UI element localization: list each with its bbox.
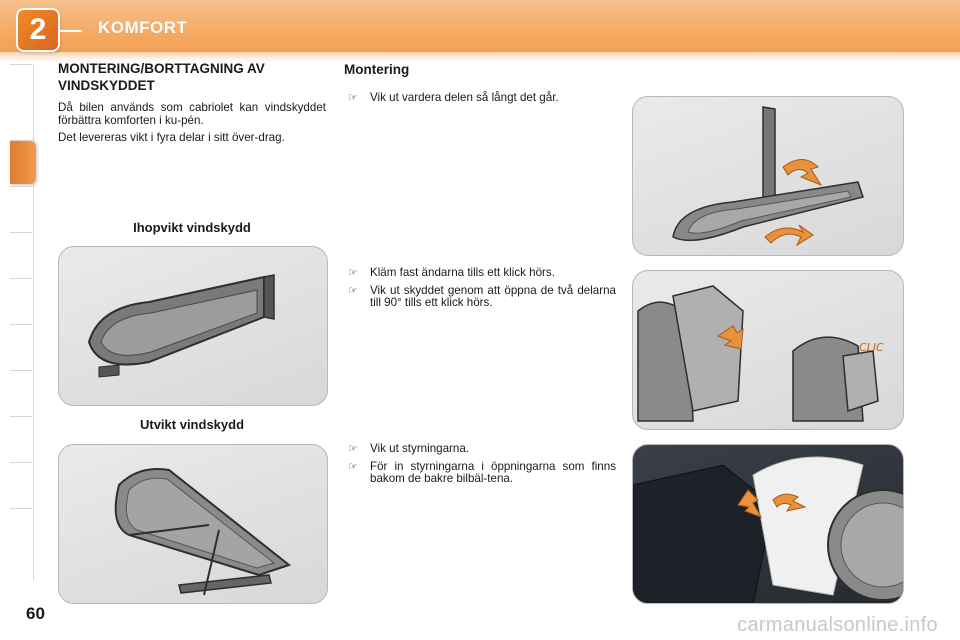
step-group-2 [344, 267, 616, 315]
unfold-parts-illustration [633, 97, 904, 256]
pointing-hand-icon: ☞ [348, 267, 358, 279]
insert-guides-illustration [633, 445, 904, 604]
pointing-hand-icon: ☞ [348, 92, 358, 104]
watermark: carmanualsonline.info [737, 614, 938, 636]
pointing-hand-icon: ☞ [348, 460, 358, 473]
chapter-tab-9[interactable] [10, 462, 32, 506]
step-item [344, 285, 616, 310]
clamp-ends-illustration [633, 271, 904, 430]
image-insert-guides [632, 444, 904, 604]
step-group-3 [344, 443, 616, 491]
montering-heading: Montering [344, 62, 410, 77]
chapter-tab-6[interactable] [10, 324, 32, 368]
step-group-1 [344, 92, 616, 110]
step-item [344, 267, 616, 280]
montering-heading-wrap [344, 62, 616, 77]
unfolded-deflector-illustration [59, 445, 328, 604]
intro-paragraph-1: Då bilen används som cabriolet kan vindskyddet förbättra komforten i ku-pén. [58, 101, 326, 127]
step-item [344, 443, 616, 456]
step-text: Vik ut skyddet genom att öppna de två delarna till 90° tills ett klick hörs. [370, 283, 616, 309]
pointing-hand-icon: ☞ [348, 443, 358, 455]
chapter-tab-4[interactable] [10, 232, 32, 276]
image-unfolded-deflector [58, 444, 328, 604]
step-text: Vik ut styrningarna. [370, 442, 470, 455]
chapter-tab-2-active[interactable] [10, 140, 36, 184]
intro-paragraph-2: Det levereras vikt i fyra delar i sitt över-drag. [58, 131, 285, 144]
section-heading: MONTERING/BORTTAGNING AV VINDSKYDDET [58, 61, 265, 93]
chapter-tab-3[interactable] [10, 186, 32, 230]
chapter-tab-10[interactable] [10, 508, 32, 552]
image-folded-deflector [58, 246, 328, 406]
step-text: För in styrningarna i öppningarna som finns bakom de bakre bilbäl-tena. [370, 459, 616, 485]
chapter-tab-8[interactable] [10, 416, 32, 460]
chapter-connector-line [58, 30, 82, 32]
chapter-side-rail [10, 64, 34, 580]
step-item [344, 461, 616, 486]
intro-section [58, 60, 326, 144]
folded-deflector-illustration [59, 247, 328, 406]
click-label: CLIC [859, 341, 884, 354]
chapter-tab-7[interactable] [10, 370, 32, 414]
page-number: 60 [26, 604, 45, 623]
chapter-title: KOMFORT [98, 18, 188, 37]
chapter-tab-5[interactable] [10, 278, 32, 322]
step-item [344, 92, 616, 105]
image-clamp-ends [632, 270, 904, 430]
chapter-tab-1[interactable] [10, 64, 32, 108]
image-unfold-parts [632, 96, 904, 256]
step-text: Vik ut vardera delen så långt det går. [370, 91, 559, 104]
caption-unfolded: Utvikt vindskydd [139, 417, 245, 432]
caption-folded: Ihopvikt vindskydd [133, 220, 251, 235]
step-text: Kläm fast ändarna tills ett klick hörs. [370, 266, 555, 279]
pointing-hand-icon: ☞ [348, 284, 358, 297]
chapter-number-badge: 2 [18, 10, 58, 50]
